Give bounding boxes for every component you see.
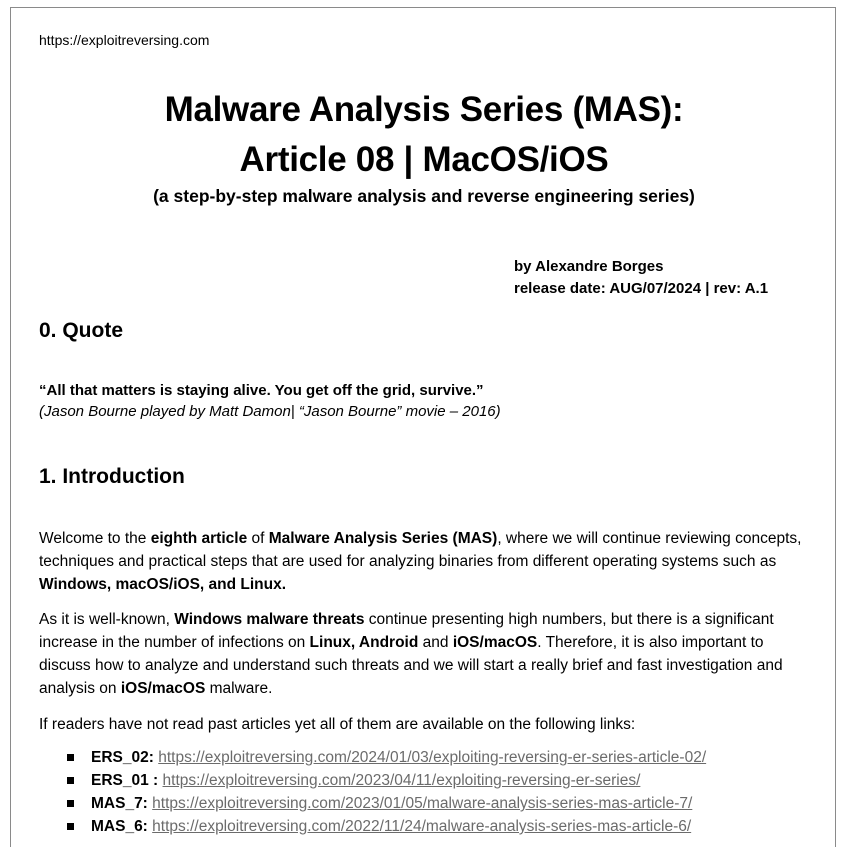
bullet-square-icon: [67, 754, 74, 761]
quote-text: “All that matters is staying alive. You get off the grid, survive.”: [39, 382, 484, 399]
link-code: MAS_7:: [91, 795, 148, 812]
article-link[interactable]: https://exploitreversing.com/2023/01/05/malware-analysis-series-mas-article-7/: [152, 795, 693, 812]
list-item: [65, 815, 706, 838]
article-links-list: [65, 746, 706, 838]
document-title-line2: Article 08 | MacOS/iOS: [239, 140, 609, 179]
bullet-square-icon: [67, 800, 74, 807]
intro-paragraph-2: [39, 608, 814, 700]
link-code: ERS_02:: [91, 749, 154, 766]
link-code: ERS_01 :: [91, 772, 159, 789]
p2-bold-f: iOS/macOS: [452, 634, 538, 651]
p2-text-g: . Therefore, it is also important to discuss how to analyze and understand such threats and we will start a really brief and fast investigation and analysis on: [39, 634, 783, 697]
header-url: https://exploitreversing.com: [39, 32, 210, 48]
bullet-square-icon: [67, 777, 74, 784]
p1-text-e: , where we will continue reviewing concepts, techniques and practical steps that are used for analyzing binaries from different operating systems such as: [39, 530, 802, 570]
p2-bold-b: Windows malware threats: [174, 611, 365, 628]
bullet-square-icon: [67, 823, 74, 830]
p1-bold-b: eighth article: [150, 530, 248, 547]
list-item: [65, 792, 706, 815]
document-page: [10, 7, 836, 847]
p1-bold-d: Malware Analysis Series (MAS): [268, 530, 498, 547]
article-link[interactable]: https://exploitreversing.com/2022/11/24/malware-analysis-series-mas-article-6/: [152, 818, 692, 835]
p2-bold-d: Linux, Android: [309, 634, 419, 651]
author-line: by Alexandre Borges: [514, 258, 664, 275]
p1-bold-f: Windows, macOS/iOS, and Linux.: [39, 576, 287, 593]
p2-bold-h: iOS/macOS: [120, 680, 206, 697]
link-code: MAS_6:: [91, 818, 148, 835]
release-date-line: release date: AUG/07/2024 | rev: A.1: [514, 280, 769, 297]
intro-paragraph-1: [39, 527, 814, 596]
p1-text-c: of: [247, 530, 269, 547]
list-item: [65, 746, 706, 769]
p2-text-i: malware.: [205, 680, 273, 697]
p2-text-a: As it is well-known,: [39, 611, 175, 628]
list-item: [65, 769, 706, 792]
document-title-line1: Malware Analysis Series (MAS):: [164, 90, 684, 129]
article-link[interactable]: https://exploitreversing.com/2023/04/11/exploiting-reversing-er-series/: [162, 772, 641, 789]
p2-text-e: and: [418, 634, 453, 651]
p1-text-a: Welcome to the: [39, 530, 151, 547]
quote-heading: 0. Quote: [39, 319, 124, 342]
quote-attribution: (Jason Bourne played by Matt Damon| “Jason Bourne” movie – 2016): [39, 403, 501, 420]
p2-text-c: continue presenting high numbers, but there is a significant increase in the number of infections on: [39, 611, 774, 651]
introduction-heading: 1. Introduction: [39, 465, 185, 488]
intro-paragraph-3: If readers have not read past articles yet all of them are available on the following links:: [39, 716, 636, 733]
document-subtitle: (a step-by-step malware analysis and reverse engineering series): [153, 186, 695, 206]
article-link[interactable]: https://exploitreversing.com/2024/01/03/exploiting-reversing-er-series-article-02/: [158, 749, 707, 766]
